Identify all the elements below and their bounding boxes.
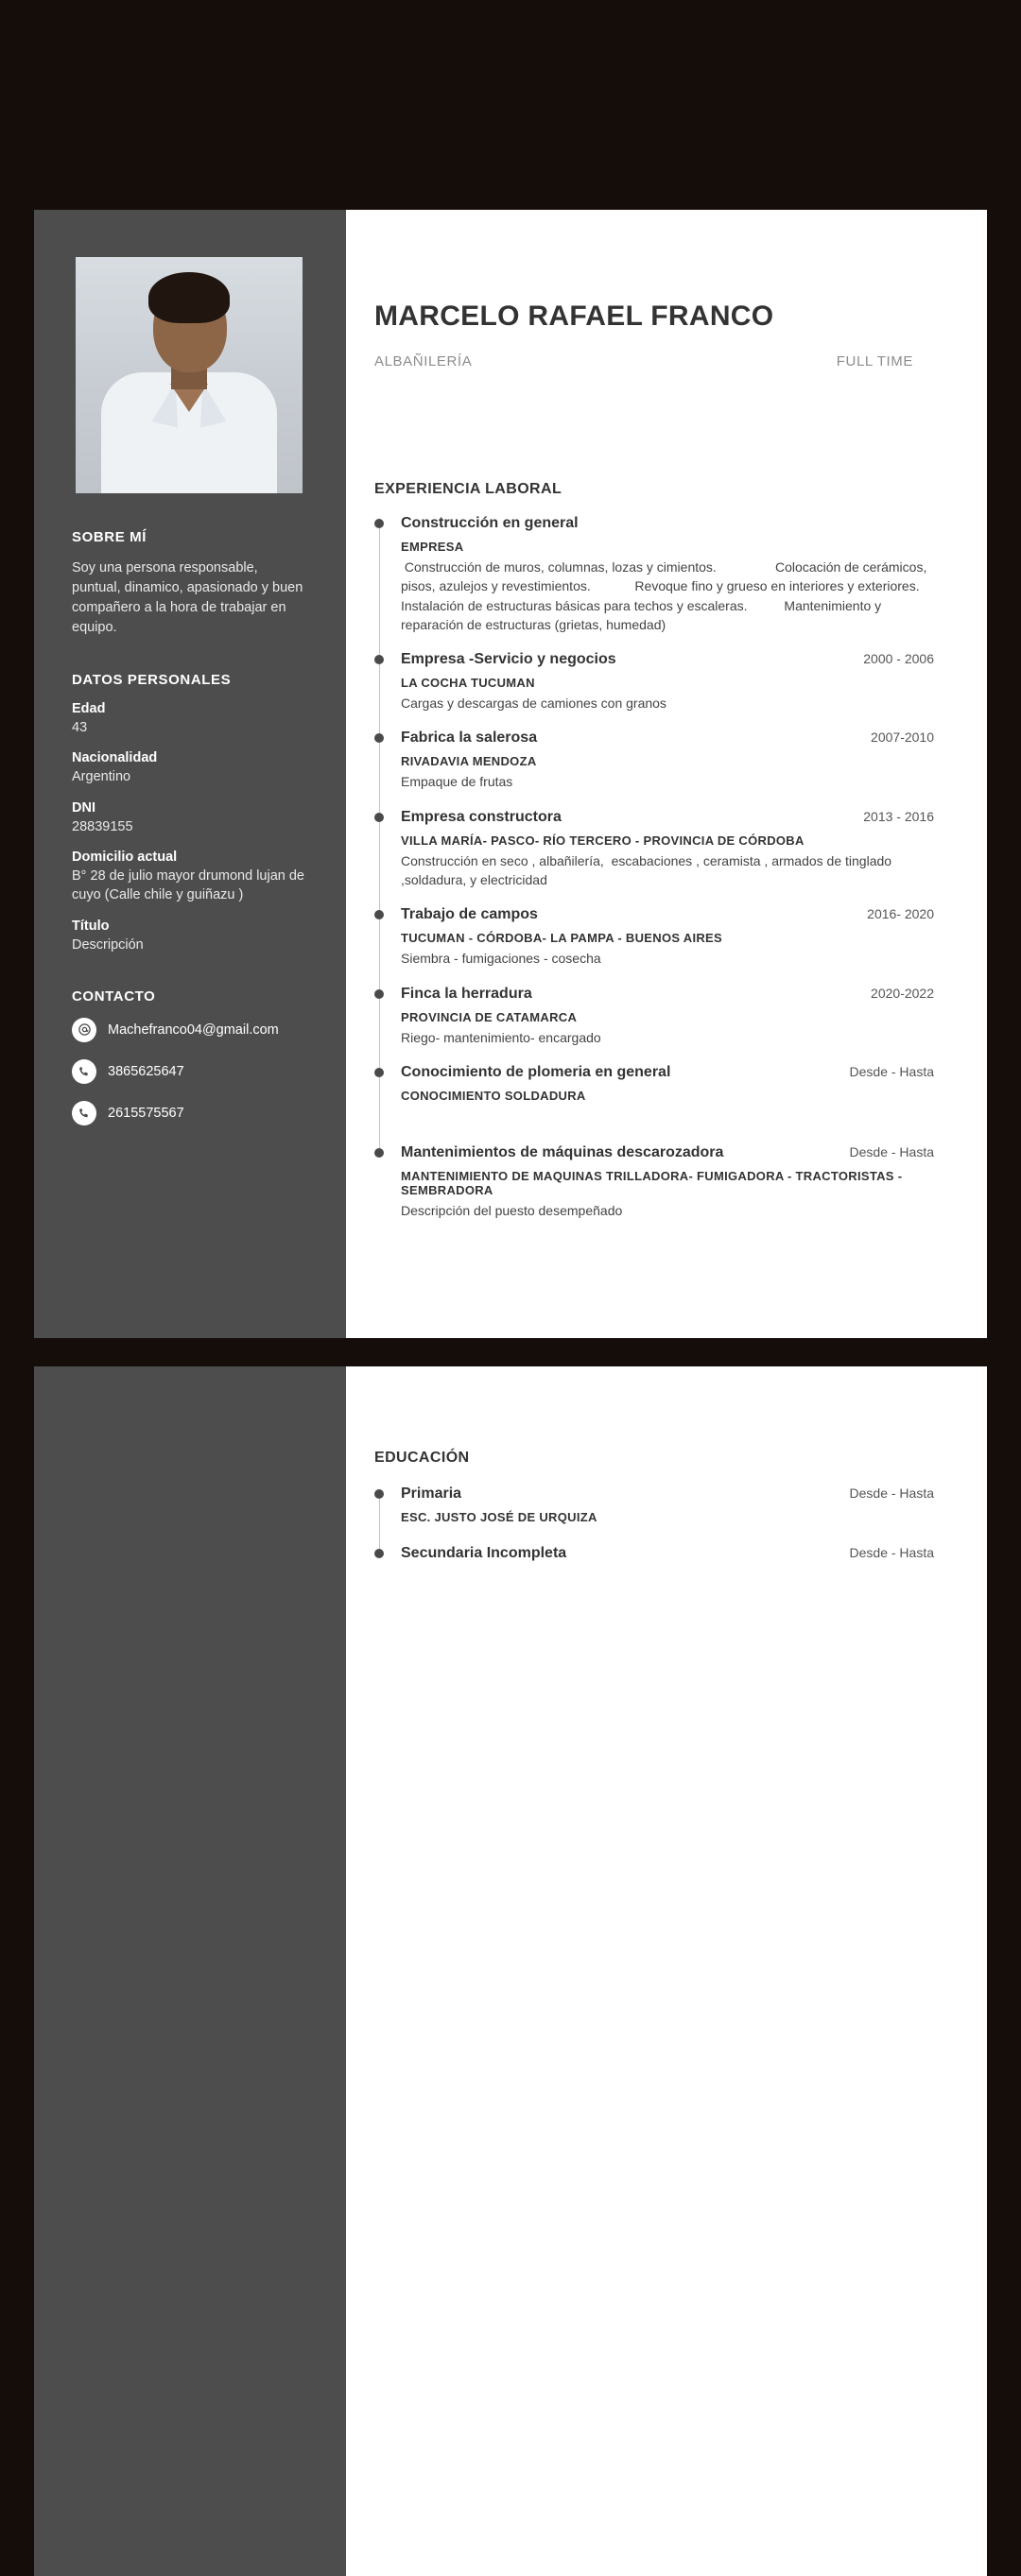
field-value: Argentino [72, 769, 131, 785]
contact-item-phone-2[interactable] [72, 1101, 308, 1125]
education-heading: EDUCACIÓN [374, 1450, 470, 1466]
item-head [401, 1545, 934, 1562]
item-org: MANTENIMIENTO DE MAQUINAS TRILLADORA- FUMIGADORA - TRACTORISTAS -SEMBRADORA [401, 1168, 903, 1197]
item-date: 2020-2022 [871, 985, 934, 1001]
resume-page-2 [34, 1366, 987, 2576]
item-head [401, 515, 934, 532]
item-title: Mantenimientos de máquinas descarozadora [401, 1143, 724, 1160]
item-title: Empresa constructora [401, 808, 562, 825]
experience-item [374, 986, 934, 1064]
photo-hair [148, 272, 230, 323]
personal-field-nacionalidad [72, 750, 308, 786]
education-item [374, 1545, 934, 1579]
personal-field-dni [72, 800, 308, 836]
item-org: VILLA MARÍA- PASCO- RÍO TERCERO - PROVINCIA DE CÓRDOBA [401, 833, 805, 848]
item-head [401, 1144, 934, 1161]
field-label: Edad [72, 701, 106, 717]
field-label: Título [72, 918, 110, 934]
sidebar [34, 210, 346, 1338]
item-date: 2016- 2020 [867, 906, 934, 922]
item-description: Siembra - fumigaciones - cosecha [401, 951, 601, 967]
experience-item [374, 1064, 934, 1144]
about-heading: SOBRE MÍ [72, 529, 147, 545]
header-subrow [374, 353, 913, 369]
field-value: 28839155 [72, 818, 133, 834]
item-org: CONOCIMIENTO SOLDADURA [401, 1088, 586, 1103]
item-description: Empaque de frutas [401, 774, 513, 790]
field-label: Domicilio actual [72, 849, 178, 865]
sidebar-page-2 [34, 1366, 346, 2576]
field-label: Nacionalidad [72, 750, 158, 766]
personal-field-titulo [72, 919, 308, 954]
item-head [401, 809, 934, 826]
experience-item [374, 809, 934, 907]
contact-item-email[interactable] [72, 1018, 308, 1042]
main-content [346, 210, 1008, 1338]
item-title: Conocimiento de plomeria en general [401, 1063, 671, 1080]
field-value: Descripción [72, 936, 144, 953]
item-title: Secundaria Incompleta [401, 1545, 567, 1561]
item-date: Desde - Hasta [849, 1143, 934, 1159]
item-org: PROVINCIA DE CATAMARCA [401, 1009, 578, 1024]
education-item [374, 1485, 934, 1545]
avatar-photo [76, 257, 303, 493]
item-description: Construcción de muros, columnas, lozas y cimientos. Colocación de cerámicos, pisos, azulejos y revestimientos. Revoque fino y grueso en interiores y exteriores. Instalación de estructuras básicas para techos y escaleras. Mantenimiento y reparación de estructuras (grietas, humedad) [401, 559, 1008, 632]
item-head [401, 1485, 934, 1503]
job-mode: FULL TIME [836, 353, 913, 369]
item-head [401, 651, 934, 668]
item-title: Construcción en general [401, 515, 579, 531]
item-date: 2013 - 2016 [863, 808, 934, 824]
item-description: Cargas y descargas de camiones con granos [401, 696, 666, 712]
experience-timeline [374, 515, 1008, 1237]
job-role: ALBAÑILERÍA [374, 353, 473, 369]
phone-icon [72, 1101, 96, 1125]
item-date: 2007-2010 [871, 730, 934, 746]
item-org: RIVADAVIA MENDOZA [401, 754, 537, 769]
item-description: Construcción en seco , albañilería, escabaciones , ceramista , armados de tinglado ,soldadura, y electricidad [401, 852, 895, 888]
contact-value: 3865625647 [108, 1063, 184, 1079]
item-title: Finca la herradura [401, 985, 532, 1002]
item-title: Empresa -Servicio y negocios [401, 651, 616, 668]
item-date: Desde - Hasta [849, 1063, 934, 1079]
experience-item [374, 515, 1008, 651]
document-viewport [0, 210, 1021, 2576]
experience-item [374, 906, 934, 985]
item-head [401, 906, 934, 923]
education-timeline [374, 1485, 934, 1579]
item-org: EMPRESA [401, 540, 464, 554]
item-org: ESC. JUSTO JOSÉ DE URQUIZA [401, 1510, 597, 1524]
item-title: Primaria [401, 1485, 462, 1502]
main-content-page-2 [346, 1366, 987, 2576]
contact-heading: CONTACTO [72, 987, 156, 1005]
item-date: Desde - Hasta [849, 1485, 934, 1501]
item-head [401, 730, 934, 747]
experience-item [374, 1144, 934, 1237]
contact-value: Machefranco04@gmail.com [108, 1022, 279, 1038]
personal-field-edad [72, 701, 308, 737]
about-text: Soy una persona responsable, puntual, dinamico, apasionado y buen compañero a la hora de trabajar en equipo. [72, 560, 303, 636]
email-icon [72, 1018, 96, 1042]
item-description: Riego- mantenimiento- encargado [401, 1029, 601, 1045]
item-org: TUCUMAN - CÓRDOBA- LA PAMPA - BUENOS AIRES [401, 931, 722, 946]
contact-value: 2615575567 [108, 1105, 184, 1121]
item-title: Trabajo de campos [401, 906, 538, 923]
field-value: B° 28 de julio mayor drumond lujan de cuyo (Calle chile y guiñazu ) [72, 867, 304, 903]
item-description: Descripción del puesto desempeñado [401, 1202, 623, 1218]
personal-data-heading: DATOS PERSONALES [72, 672, 232, 689]
item-date: Desde - Hasta [849, 1545, 934, 1560]
resume-page-1 [34, 210, 1008, 1338]
experience-item [374, 730, 934, 808]
item-head [401, 986, 934, 1003]
item-head [401, 1064, 934, 1081]
item-title: Fabrica la salerosa [401, 730, 538, 747]
experience-item [374, 651, 934, 730]
phone-icon [72, 1059, 96, 1084]
item-org: LA COCHA TUCUMAN [401, 676, 535, 691]
personal-field-domicilio [72, 850, 308, 905]
field-label: DNI [72, 799, 95, 816]
item-date: 2000 - 2006 [863, 651, 934, 667]
field-value: 43 [72, 720, 88, 736]
contact-item-phone-1[interactable] [72, 1059, 308, 1084]
page-title: MARCELO RAFAEL FRANCO [374, 301, 774, 332]
experience-heading: EXPERIENCIA LABORAL [374, 481, 562, 497]
